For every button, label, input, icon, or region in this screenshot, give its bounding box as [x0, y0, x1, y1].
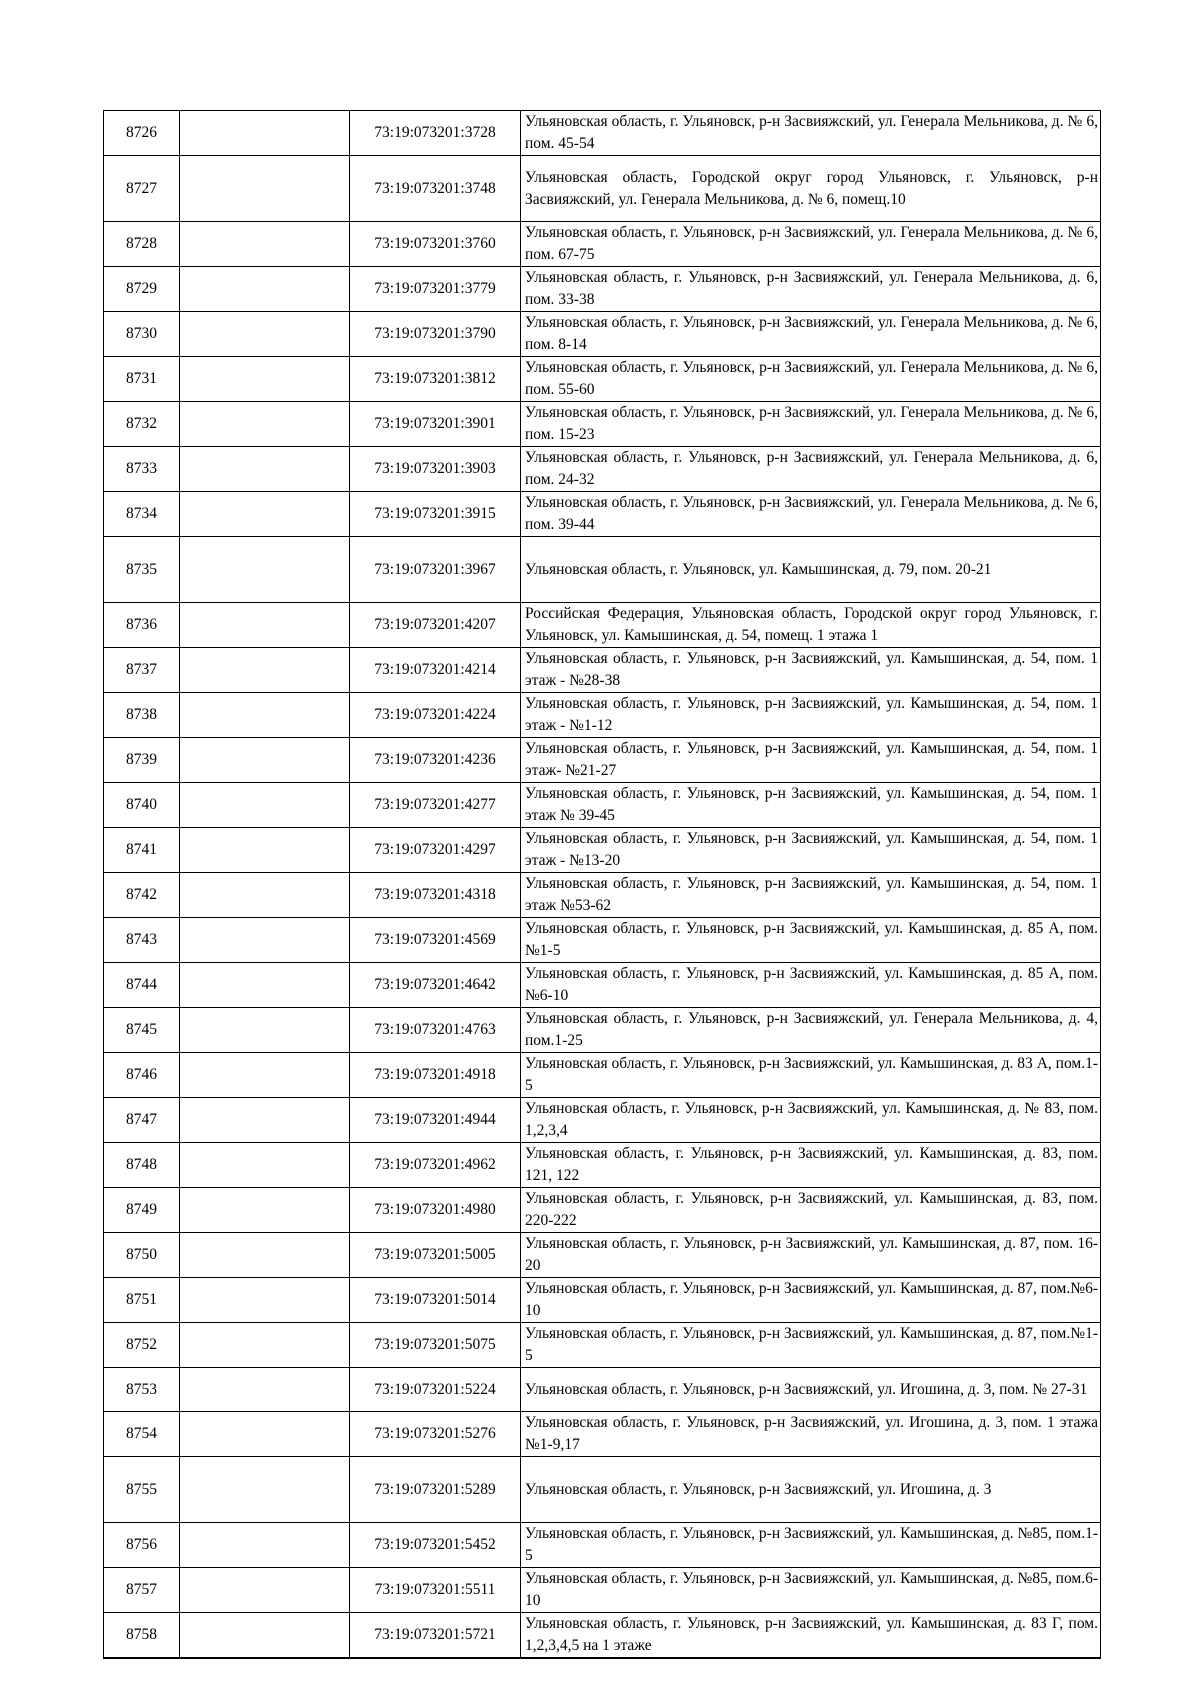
row-number: 8747: [104, 1098, 180, 1143]
address: Ульяновская область, Городской округ город Ульяновск, г. Ульяновск, р-н Засвияжский, ул. Генерала Мельникова, д. № 6, помещ.10: [521, 156, 1101, 222]
address: Ульяновская область, г. Ульяновск, р-н Засвияжский, ул. Камышинская, д. 87, пом.№1-5: [521, 1323, 1101, 1368]
address: Ульяновская область, г. Ульяновск, р-н Засвияжский, ул. Камышинская, д. 87, пом. 16-20: [521, 1233, 1101, 1278]
table-row: [104, 783, 1101, 828]
table-row: [104, 1412, 1101, 1457]
address: Ульяновская область, г. Ульяновск, р-н Засвияжский, ул. Генерала Мельникова, д. № 6, пом. 39-44: [521, 492, 1101, 537]
empty-cell: [180, 873, 350, 918]
address: Ульяновская область, г. Ульяновск, р-н Засвияжский, ул. Камышинская, д. 54, пом. 1 этаж № 39-45: [521, 783, 1101, 828]
row-number: 8750: [104, 1233, 180, 1278]
empty-cell: [180, 1323, 350, 1368]
address: Ульяновская область, г. Ульяновск, р-н Засвияжский, ул. Генерала Мельникова, д. 4, пом.1-25: [521, 1008, 1101, 1053]
address: Ульяновская область, г. Ульяновск, р-н Засвияжский, ул. Игошина, д. 3: [521, 1457, 1101, 1523]
row-number: 8753: [104, 1368, 180, 1412]
cadastral-number: 73:19:073201:5289: [350, 1457, 521, 1523]
row-number: 8740: [104, 783, 180, 828]
row-number: 8758: [104, 1613, 180, 1659]
cadastral-number: 73:19:073201:4277: [350, 783, 521, 828]
cadastral-number: 73:19:073201:4944: [350, 1098, 521, 1143]
cadastral-number: 73:19:073201:4318: [350, 873, 521, 918]
table-row: [104, 1323, 1101, 1368]
table-row: [104, 1368, 1101, 1412]
address: Ульяновская область, г. Ульяновск, р-н Засвияжский, ул. Камышинская, д. 83, пом. 121, 122: [521, 1143, 1101, 1188]
address: Ульяновская область, г. Ульяновск, р-н Засвияжский, ул. Камышинская, д. 54, пом. 1 этаж - №1-12: [521, 693, 1101, 738]
cadastral-number: 73:19:073201:4918: [350, 1053, 521, 1098]
table-row: [104, 603, 1101, 648]
address: Ульяновская область, г. Ульяновск, р-н Засвияжский, ул. Камышинская, д. №85, пом.6-10: [521, 1568, 1101, 1613]
address: Ульяновская область, г. Ульяновск, р-н Засвияжский, ул. Игошина, д. 3, пом. № 27-31: [521, 1368, 1101, 1412]
cadastral-number: 73:19:073201:4962: [350, 1143, 521, 1188]
empty-cell: [180, 1098, 350, 1143]
address: Ульяновская область, г. Ульяновск, р-н Засвияжский, ул. Игошина, д. 3, пом. 1 этажа №1-9,17: [521, 1412, 1101, 1457]
empty-cell: [180, 1188, 350, 1233]
empty-cell: [180, 1412, 350, 1457]
cadastral-number: 73:19:073201:4236: [350, 738, 521, 783]
row-number: 8727: [104, 156, 180, 222]
cadastral-number: 73:19:073201:3779: [350, 267, 521, 312]
empty-cell: [180, 312, 350, 357]
address: Российская Федерация, Ульяновская область, Городской округ город Ульяновск, г. Ульяновск, ул. Камышинская, д. 54, помещ. 1 этажа 1: [521, 603, 1101, 648]
cadastral-number: 73:19:073201:3748: [350, 156, 521, 222]
address: Ульяновская область, г. Ульяновск, р-н Засвияжский, ул. Камышинская, д. 83 Г, пом. 1,2,3,4,5 на 1 этаже: [521, 1613, 1101, 1659]
empty-cell: [180, 1053, 350, 1098]
table-row: [104, 963, 1101, 1008]
row-number: 8756: [104, 1523, 180, 1568]
address: Ульяновская область, г. Ульяновск, р-н Засвияжский, ул. Генерала Мельникова, д. 6, пом. 24-32: [521, 447, 1101, 492]
address: Ульяновская область, г. Ульяновск, р-н Засвияжский, ул. Камышинская, д. № 83, пом. 1,2,3,4: [521, 1098, 1101, 1143]
empty-cell: [180, 1233, 350, 1278]
table-row: [104, 1523, 1101, 1568]
cadastral-number: 73:19:073201:5014: [350, 1278, 521, 1323]
cadastral-number: 73:19:073201:3760: [350, 222, 521, 267]
registry-body: [104, 111, 1101, 1659]
cadastral-number: 73:19:073201:3790: [350, 312, 521, 357]
row-number: 8732: [104, 402, 180, 447]
row-number: 8749: [104, 1188, 180, 1233]
address: Ульяновская область, г. Ульяновск, р-н Засвияжский, ул. Камышинская, д. 85 А, пом. №1-5: [521, 918, 1101, 963]
empty-cell: [180, 267, 350, 312]
address: Ульяновская область, г. Ульяновск, р-н Засвияжский, ул. Генерала Мельникова, д. 6, пом. 33-38: [521, 267, 1101, 312]
row-number: 8729: [104, 267, 180, 312]
table-row: [104, 1008, 1101, 1053]
row-number: 8752: [104, 1323, 180, 1368]
row-number: 8736: [104, 603, 180, 648]
empty-cell: [180, 783, 350, 828]
cadastral-number: 73:19:073201:5005: [350, 1233, 521, 1278]
table-row: [104, 156, 1101, 222]
empty-cell: [180, 1008, 350, 1053]
empty-cell: [180, 918, 350, 963]
empty-cell: [180, 447, 350, 492]
row-number: 8748: [104, 1143, 180, 1188]
table-row: [104, 312, 1101, 357]
empty-cell: [180, 963, 350, 1008]
cadastral-number: 73:19:073201:4214: [350, 648, 521, 693]
cadastral-number: 73:19:073201:5721: [350, 1613, 521, 1659]
empty-cell: [180, 357, 350, 402]
row-number: 8741: [104, 828, 180, 873]
table-row: [104, 1188, 1101, 1233]
address: Ульяновская область, г. Ульяновск, р-н Засвияжский, ул. Камышинская, д. 83 А, пом.1-5: [521, 1053, 1101, 1098]
row-number: 8742: [104, 873, 180, 918]
empty-cell: [180, 1523, 350, 1568]
cadastral-number: 73:19:073201:5075: [350, 1323, 521, 1368]
cadastral-number: 73:19:073201:4980: [350, 1188, 521, 1233]
cadastral-number: 73:19:073201:5511: [350, 1568, 521, 1613]
empty-cell: [180, 111, 350, 156]
empty-cell: [180, 1613, 350, 1659]
table-row: [104, 1053, 1101, 1098]
table-row: [104, 648, 1101, 693]
address: Ульяновская область, г. Ульяновск, ул. Камышинская, д. 79, пом. 20-21: [521, 537, 1101, 603]
cadastral-number: 73:19:073201:4763: [350, 1008, 521, 1053]
cadastral-number: 73:19:073201:3901: [350, 402, 521, 447]
cadastral-number: 73:19:073201:5224: [350, 1368, 521, 1412]
table-row: [104, 111, 1101, 156]
address: Ульяновская область, г. Ульяновск, р-н Засвияжский, ул. Генерала Мельникова, д. № 6, пом. 45-54: [521, 111, 1101, 156]
empty-cell: [180, 1368, 350, 1412]
cadastral-number: 73:19:073201:4224: [350, 693, 521, 738]
address: Ульяновская область, г. Ульяновск, р-н Засвияжский, ул. Камышинская, д. 54, пом. 1 этаж- №21-27: [521, 738, 1101, 783]
empty-cell: [180, 828, 350, 873]
cadastral-number: 73:19:073201:5452: [350, 1523, 521, 1568]
table-row: [104, 492, 1101, 537]
cadastral-number: 73:19:073201:4207: [350, 603, 521, 648]
row-number: 8744: [104, 963, 180, 1008]
registry-table: [103, 110, 1101, 1659]
row-number: 8738: [104, 693, 180, 738]
address: Ульяновская область, г. Ульяновск, р-н Засвияжский, ул. Камышинская, д. 83, пом. 220-222: [521, 1188, 1101, 1233]
table-row: [104, 402, 1101, 447]
table-row: [104, 537, 1101, 603]
table-row: [104, 267, 1101, 312]
empty-cell: [180, 648, 350, 693]
table-row: [104, 873, 1101, 918]
table-row: [104, 828, 1101, 873]
empty-cell: [180, 537, 350, 603]
table-row: [104, 1568, 1101, 1613]
row-number: 8737: [104, 648, 180, 693]
row-number: 8745: [104, 1008, 180, 1053]
address: Ульяновская область, г. Ульяновск, р-н Засвияжский, ул. Камышинская, д. 87, пом.№6-10: [521, 1278, 1101, 1323]
empty-cell: [180, 492, 350, 537]
address: Ульяновская область, г. Ульяновск, р-н Засвияжский, ул. Камышинская, д. 54, пом. 1 этаж №53-62: [521, 873, 1101, 918]
table-row: [104, 1278, 1101, 1323]
cadastral-number: 73:19:073201:3812: [350, 357, 521, 402]
row-number: 8731: [104, 357, 180, 402]
table-row: [104, 918, 1101, 963]
address: Ульяновская область, г. Ульяновск, р-н Засвияжский, ул. Генерала Мельникова, д. № 6, пом. 55-60: [521, 357, 1101, 402]
empty-cell: [180, 1568, 350, 1613]
table-row: [104, 1233, 1101, 1278]
cadastral-number: 73:19:073201:4569: [350, 918, 521, 963]
row-number: 8728: [104, 222, 180, 267]
row-number: 8733: [104, 447, 180, 492]
address: Ульяновская область, г. Ульяновск, р-н Засвияжский, ул. Камышинская, д. №85, пом.1-5: [521, 1523, 1101, 1568]
cadastral-number: 73:19:073201:4642: [350, 963, 521, 1008]
address: Ульяновская область, г. Ульяновск, р-н Засвияжский, ул. Камышинская, д. 54, пом. 1 этаж - №28-38: [521, 648, 1101, 693]
address: Ульяновская область, г. Ульяновск, р-н Засвияжский, ул. Камышинская, д. 54, пом. 1 этаж - №13-20: [521, 828, 1101, 873]
cadastral-number: 73:19:073201:3967: [350, 537, 521, 603]
table-row: [104, 1457, 1101, 1523]
table-row: [104, 357, 1101, 402]
row-number: 8755: [104, 1457, 180, 1523]
row-number: 8751: [104, 1278, 180, 1323]
address: Ульяновская область, г. Ульяновск, р-н Засвияжский, ул. Камышинская, д. 85 А, пом.№6-10: [521, 963, 1101, 1008]
empty-cell: [180, 1457, 350, 1523]
row-number: 8746: [104, 1053, 180, 1098]
table-row: [104, 1098, 1101, 1143]
row-number: 8735: [104, 537, 180, 603]
row-number: 8730: [104, 312, 180, 357]
row-number: 8757: [104, 1568, 180, 1613]
table-row: [104, 693, 1101, 738]
table-row: [104, 1143, 1101, 1188]
row-number: 8754: [104, 1412, 180, 1457]
address: Ульяновская область, г. Ульяновск, р-н Засвияжский, ул. Генерала Мельникова, д. № 6, пом. 15-23: [521, 402, 1101, 447]
empty-cell: [180, 402, 350, 447]
row-number: 8734: [104, 492, 180, 537]
row-number: 8739: [104, 738, 180, 783]
row-number: 8726: [104, 111, 180, 156]
address: Ульяновская область, г. Ульяновск, р-н Засвияжский, ул. Генерала Мельникова, д. № 6, пом. 67-75: [521, 222, 1101, 267]
cadastral-number: 73:19:073201:3903: [350, 447, 521, 492]
cadastral-number: 73:19:073201:4297: [350, 828, 521, 873]
table-row: [104, 222, 1101, 267]
cadastral-number: 73:19:073201:5276: [350, 1412, 521, 1457]
row-number: 8743: [104, 918, 180, 963]
cadastral-number: 73:19:073201:3915: [350, 492, 521, 537]
cadastral-number: 73:19:073201:3728: [350, 111, 521, 156]
empty-cell: [180, 1143, 350, 1188]
address: Ульяновская область, г. Ульяновск, р-н Засвияжский, ул. Генерала Мельникова, д. № 6, пом. 8-14: [521, 312, 1101, 357]
empty-cell: [180, 693, 350, 738]
table-row: [104, 738, 1101, 783]
empty-cell: [180, 156, 350, 222]
empty-cell: [180, 738, 350, 783]
empty-cell: [180, 222, 350, 267]
table-row: [104, 1613, 1101, 1659]
table-row: [104, 447, 1101, 492]
empty-cell: [180, 603, 350, 648]
empty-cell: [180, 1278, 350, 1323]
